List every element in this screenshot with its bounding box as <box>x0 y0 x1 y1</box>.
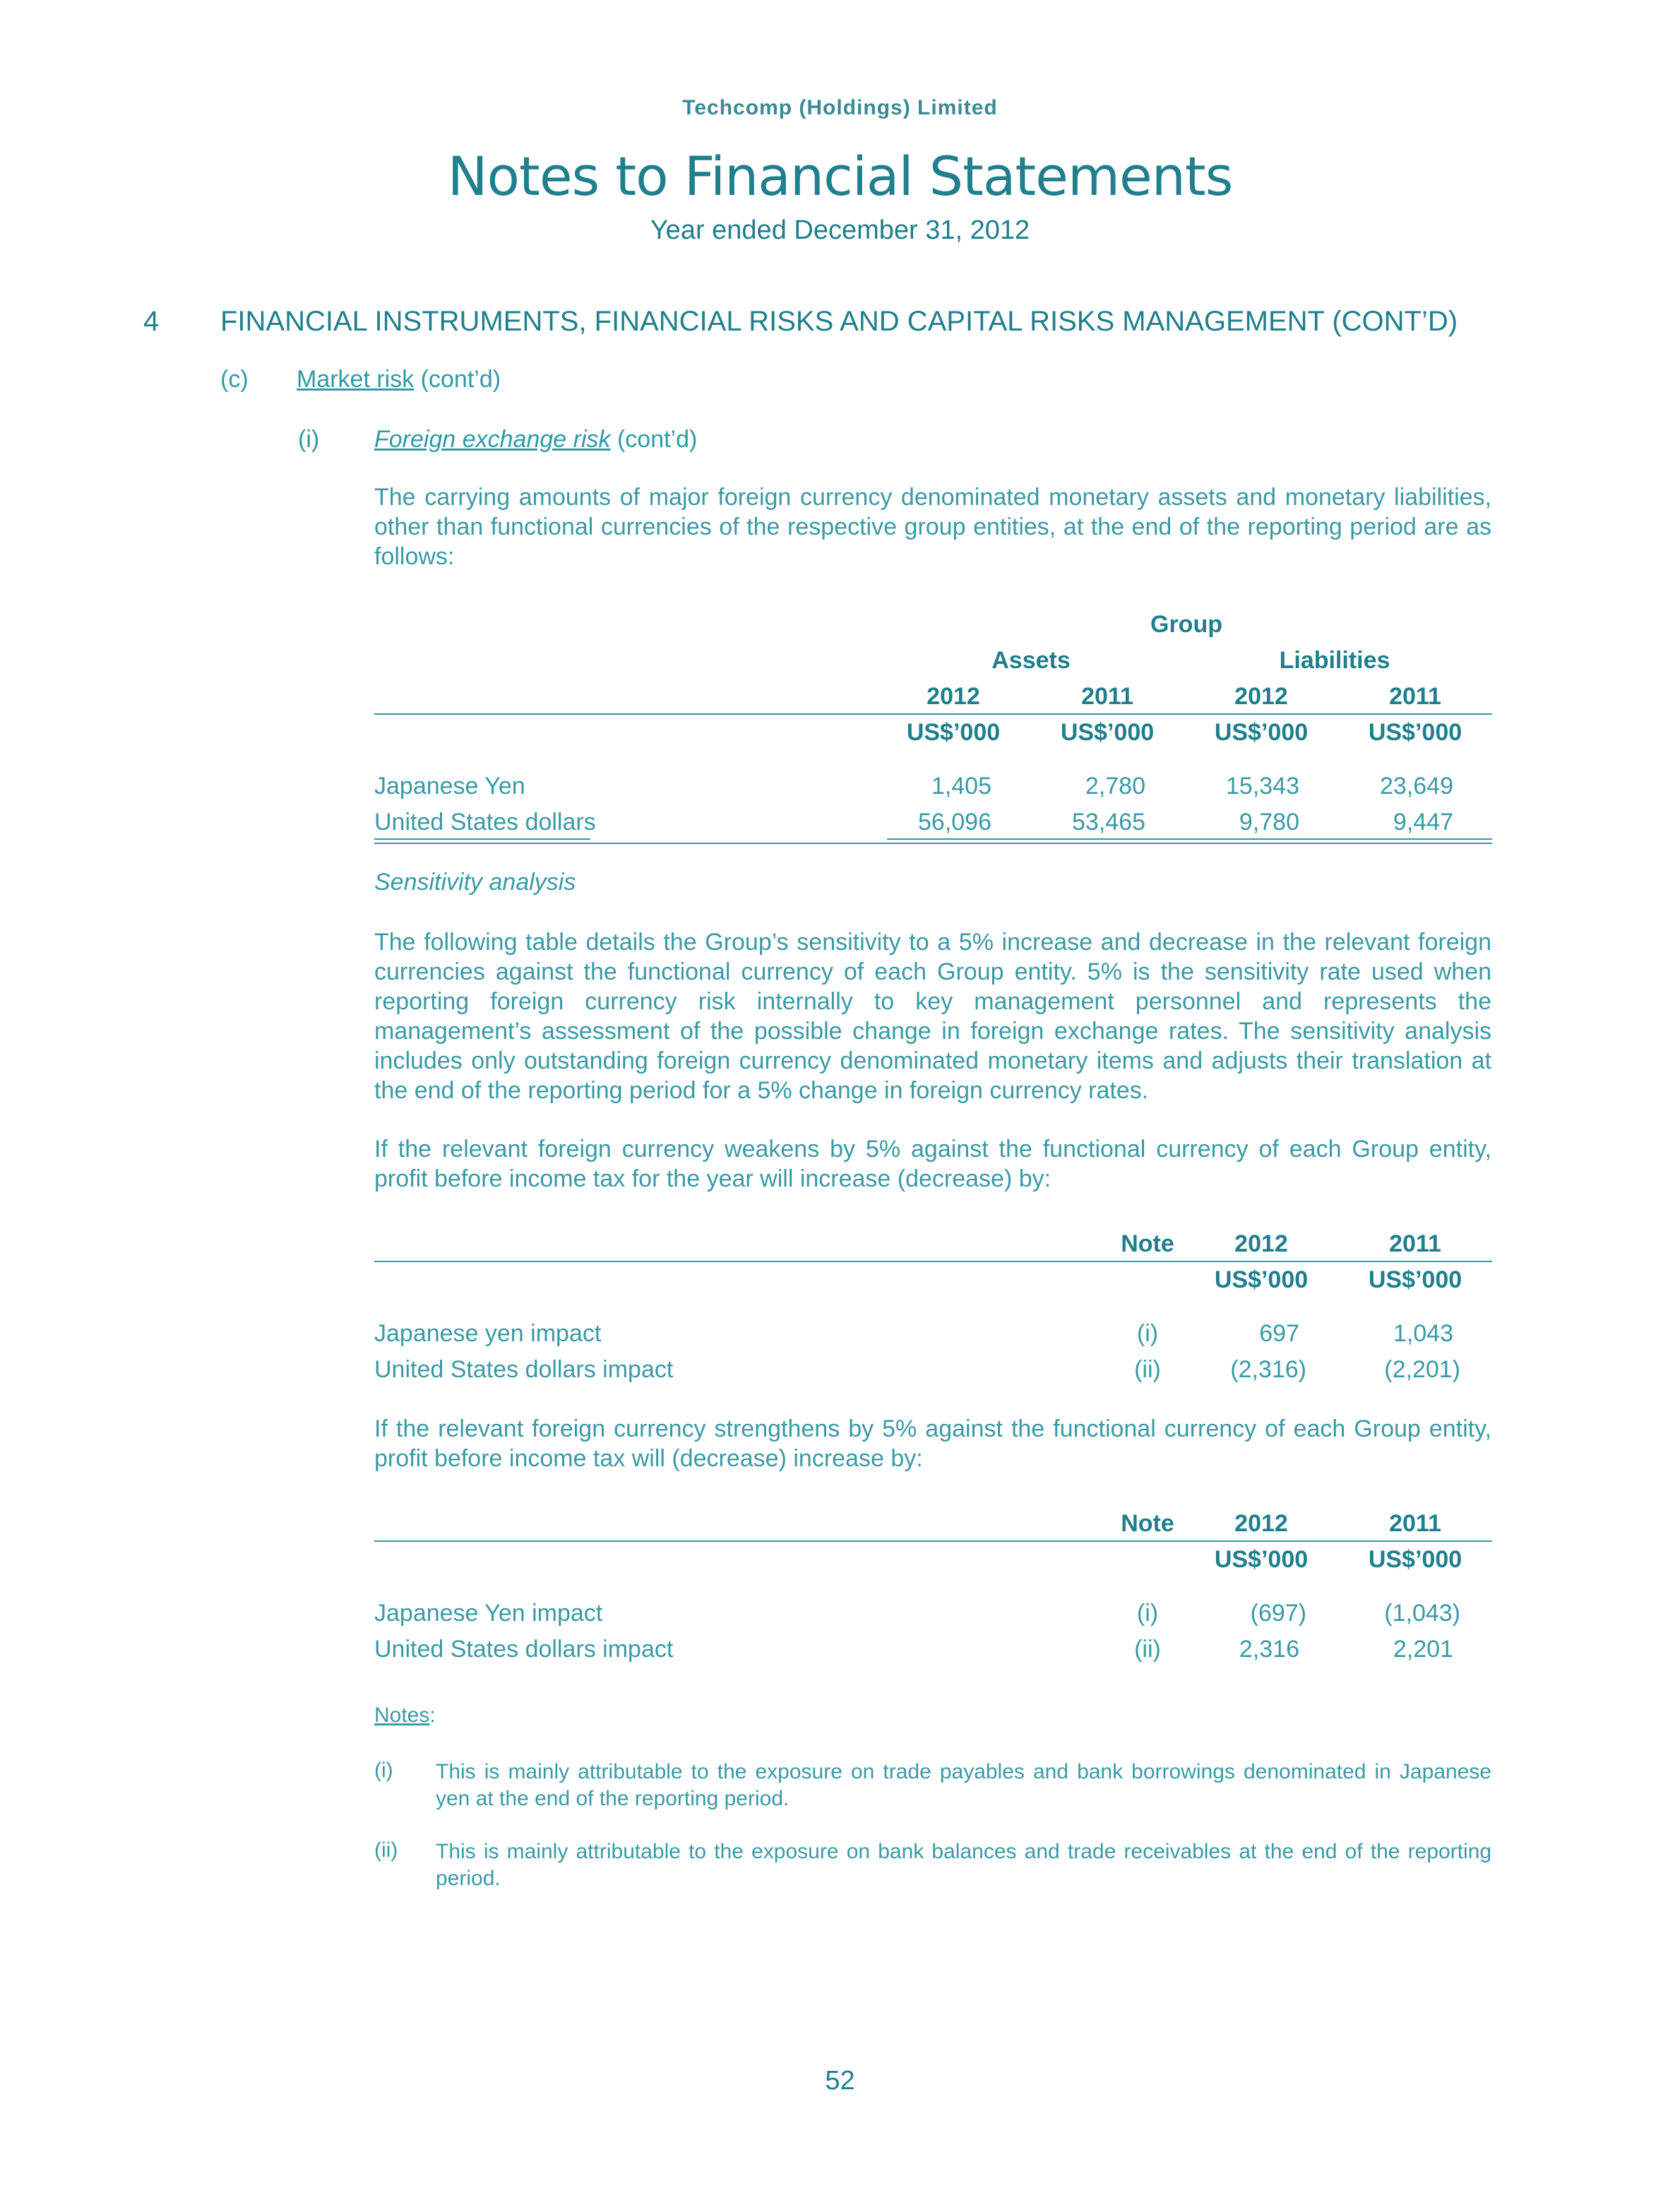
notes-heading-suffix: : <box>429 1704 436 1727</box>
table-cell: (2,201) <box>1384 1356 1460 1383</box>
subsection-title <box>297 366 501 393</box>
table2-unit-header: US$’000 <box>1368 1266 1462 1293</box>
table-cell: 1,043 <box>1393 1320 1453 1347</box>
strengthens-paragraph: If the relevant foreign currency strengthens by 5% against the functional currency of each Group entity, profit before income tax will (decrease) increase by: <box>374 1415 1491 1472</box>
subsubsection-number: (i) <box>298 426 320 453</box>
table2-note-header: Note <box>1121 1230 1174 1257</box>
table-row-label: Japanese Yen impact <box>374 1600 603 1627</box>
subsubsection-title-suffix: (cont’d) <box>610 426 698 453</box>
subsection-number: (c) <box>220 366 249 393</box>
table-row-note: (i) <box>1136 1600 1159 1627</box>
page-subtitle: Year ended December 31, 2012 <box>650 215 1030 245</box>
section-number: 4 <box>143 306 160 337</box>
table3-header-rule <box>374 1540 1492 1542</box>
table-row-note: (ii) <box>1134 1636 1161 1663</box>
sensitivity-heading: Sensitivity analysis <box>374 869 576 896</box>
table1-year-header: 2011 <box>1081 683 1133 710</box>
table-cell: (1,043) <box>1384 1600 1460 1627</box>
table3-note-header: Note <box>1121 1510 1174 1537</box>
table1-unit-header: US$’000 <box>1368 719 1462 746</box>
table1-unit-header: US$’000 <box>1214 719 1309 746</box>
table1-header-rule <box>374 713 1492 715</box>
page-title: Notes to Financial Statements <box>447 145 1233 208</box>
note-number: (ii) <box>374 1839 398 1862</box>
table-cell: (697) <box>1250 1600 1306 1627</box>
table1-liabilities-label: Liabilities <box>1279 647 1390 674</box>
table2-year-header: 2011 <box>1389 1230 1441 1257</box>
table-row-label: Japanese Yen <box>374 773 525 800</box>
table2-unit-header: US$’000 <box>1214 1266 1309 1293</box>
table-cell: 2,201 <box>1393 1636 1453 1663</box>
table-cell: (2,316) <box>1230 1356 1306 1383</box>
table-row-label: United States dollars impact <box>374 1356 674 1383</box>
table1-row-rule <box>887 838 1492 840</box>
note-number: (i) <box>374 1759 393 1782</box>
table-cell: 1,405 <box>931 773 991 800</box>
table1-unit-header: US$’000 <box>1060 719 1155 746</box>
subsubsection-title <box>374 426 697 453</box>
note-text: This is mainly attributable to the exposure on trade payables and bank borrowings denominated in Japanese yen at the end of the reporting period. <box>436 1760 1491 1810</box>
table1-group-label: Group <box>1150 611 1222 638</box>
table3-year-header: 2012 <box>1234 1510 1288 1537</box>
table2-header-rule <box>374 1261 1492 1262</box>
section-title: FINANCIAL INSTRUMENTS, FINANCIAL RISKS AND CAPITAL RISKS MANAGEMENT (CONT’D) <box>220 306 1458 337</box>
subsection-title-text: Market risk <box>297 366 415 393</box>
table3-unit-header: US$’000 <box>1368 1546 1462 1573</box>
table1-unit-header: US$’000 <box>906 719 1001 746</box>
table-row-label: Japanese yen impact <box>374 1320 602 1347</box>
table-cell: 53,465 <box>1072 809 1145 836</box>
table-row-label: United States dollars impact <box>374 1636 674 1663</box>
notes-heading-text: Notes <box>374 1704 430 1727</box>
table2-year-header: 2012 <box>1234 1230 1288 1257</box>
table-row-note: (i) <box>1136 1320 1159 1347</box>
table-row-label: United States dollars <box>374 809 596 836</box>
company-name: Techcomp (Holdings) Limited <box>682 96 998 119</box>
sensitivity-paragraph: The following table details the Group’s sensitivity to a 5% increase and decrease in the relevant foreign currencies against the functional currency of each Group entity. 5% is the sensitivity rate used when reporting foreign currency risk internally to key management personnel and represents the management’s assessment of the possible change in foreign exchange rates. The sensitivity analysis includes only outstanding foreign currency denominated monetary items and adjusts their translation at the end of the reporting period for a 5% change in foreign currency rates. <box>374 929 1491 1104</box>
table3-unit-header: US$’000 <box>1214 1546 1309 1573</box>
table1-year-header: 2012 <box>1234 683 1288 710</box>
table-cell: 56,096 <box>918 809 991 836</box>
table1-footer-rule <box>374 843 1492 844</box>
page-number: 52 <box>825 2066 855 2096</box>
subsection-title-suffix: (cont’d) <box>414 366 501 393</box>
intro-paragraph: The carrying amounts of major foreign currency denominated monetary assets and monetary liabilities, other than functional currencies of the respective group entities, at the end of the reporting period are as follows: <box>374 484 1491 570</box>
table-cell: 9,780 <box>1239 809 1299 836</box>
weakens-paragraph: If the relevant foreign currency weakens by 5% against the functional currency of each Group entity, profit before income tax for the year will increase (decrease) by: <box>374 1136 1491 1192</box>
table-cell: 9,447 <box>1393 809 1453 836</box>
table-cell: 2,316 <box>1239 1636 1299 1663</box>
subsubsection-title-text: Foreign exchange risk <box>374 426 611 453</box>
table1-assets-label: Assets <box>991 647 1071 674</box>
table-row-note: (ii) <box>1134 1356 1161 1383</box>
table1-row-rule <box>374 838 590 840</box>
table-cell: 23,649 <box>1380 773 1453 800</box>
table1-year-header: 2012 <box>927 683 980 710</box>
table1-year-header: 2011 <box>1389 683 1441 710</box>
notes-heading <box>374 1704 436 1728</box>
table-cell: 15,343 <box>1226 773 1299 800</box>
table-cell: 2,780 <box>1085 773 1145 800</box>
table3-year-header: 2011 <box>1389 1510 1441 1537</box>
note-text: This is mainly attributable to the exposure on bank balances and trade receivables at the end of the reporting period. <box>436 1840 1491 1890</box>
table-cell: 697 <box>1259 1320 1299 1347</box>
